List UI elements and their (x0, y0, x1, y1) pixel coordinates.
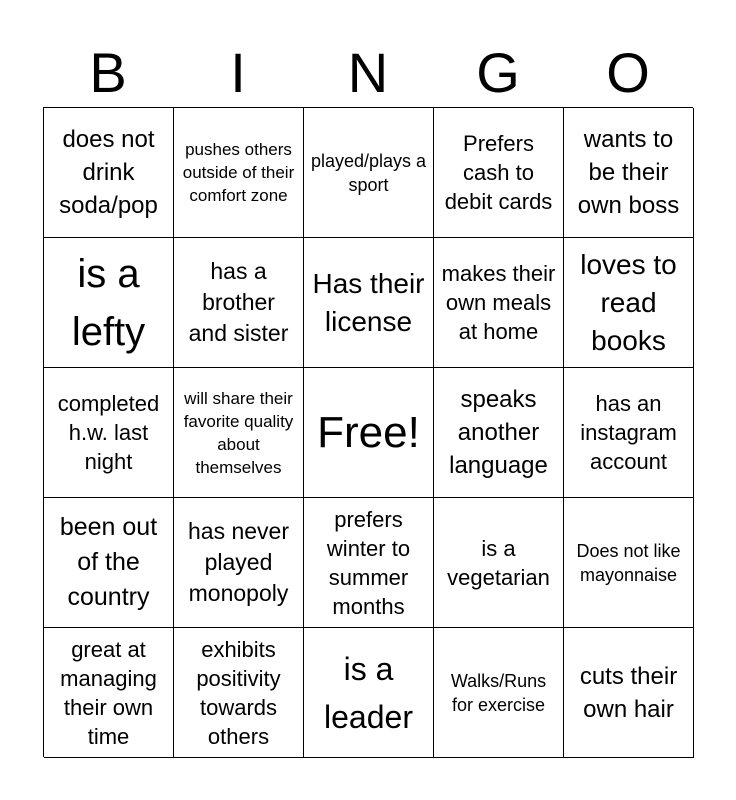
cell-text: Prefers cash to debit cards (444, 131, 553, 214)
cell-text: loves to read books (580, 248, 677, 356)
bingo-cell-r1c5[interactable] (564, 108, 694, 238)
cell-text: has a brother and sister (188, 258, 289, 346)
cell-text: will share their favorite quality about themselves (183, 388, 294, 477)
bingo-cell-r2c5[interactable] (564, 238, 694, 368)
header-letter-b: B (89, 41, 127, 104)
bingo-cell-r5c5[interactable] (564, 628, 694, 758)
cell-text: has an instagram account (580, 391, 677, 474)
header-letter-o: O (606, 41, 650, 104)
bingo-cell-r4c1[interactable] (44, 498, 174, 628)
cell-text: is a leader (324, 650, 413, 735)
cell-text: prefers winter to summer months (326, 506, 411, 619)
bingo-cell-r5c4[interactable] (434, 628, 564, 758)
cell-text: wants to be their own boss (577, 126, 680, 219)
header-letter-n: N (347, 41, 389, 104)
cell-text: is a vegetarian (447, 535, 550, 590)
bingo-cell-r4c2[interactable] (174, 498, 304, 628)
cell-text: exhibits positivity towards others (196, 636, 281, 749)
bingo-cell-r2c2[interactable] (174, 238, 304, 368)
bingo-cell-r4c4[interactable] (434, 498, 564, 628)
cell-text: completed h.w. last night (57, 391, 160, 474)
bingo-cell-r1c2[interactable] (174, 108, 304, 238)
bingo-cell-r4c3[interactable] (304, 498, 434, 628)
cell-text: makes their own meals at home (441, 261, 556, 344)
header-letter-i: I (230, 41, 246, 104)
cell-text: been out of the country (59, 513, 158, 611)
bingo-cell-r1c1[interactable] (44, 108, 174, 238)
bingo-cell-r2c4[interactable] (434, 238, 564, 368)
bingo-cell-r2c3[interactable] (304, 238, 434, 368)
bingo-header (43, 38, 693, 108)
cell-text: Free! (317, 407, 420, 457)
cell-text: great at managing their own time (60, 636, 157, 749)
header-letter-g: G (476, 41, 520, 104)
bingo-cell-r1c3[interactable] (304, 108, 434, 238)
cell-text: Does not like mayonnaise (576, 540, 681, 585)
bingo-cell-r3c2[interactable] (174, 368, 304, 498)
cell-text: played/plays a sport (310, 150, 427, 195)
cell-text: has never played monopoly (187, 518, 289, 606)
bingo-cell-r1c4[interactable] (434, 108, 564, 238)
bingo-cell-r5c2[interactable] (174, 628, 304, 758)
bingo-card-grid (43, 107, 693, 757)
cell-text: cuts their own hair (579, 662, 678, 723)
bingo-cell-r5c3[interactable] (304, 628, 434, 758)
cell-text: speaks another language (449, 386, 548, 479)
bingo-cell-r5c1[interactable] (44, 628, 174, 758)
bingo-cell-r3c1[interactable] (44, 368, 174, 498)
cell-text: does not drink soda/pop (59, 126, 158, 219)
cell-text: pushes others outside of their comfort zone (182, 140, 295, 205)
cell-text: Walks/Runs for exercise (450, 670, 547, 715)
bingo-cell-r3c4[interactable] (434, 368, 564, 498)
bingo-cell-r4c5[interactable] (564, 498, 694, 628)
bingo-cell-free-space[interactable] (304, 368, 434, 498)
cell-text: Has their license (312, 267, 425, 337)
bingo-cell-r3c5[interactable] (564, 368, 694, 498)
bingo-cell-r2c1[interactable] (44, 238, 174, 368)
cell-text: is a lefty (71, 251, 146, 354)
